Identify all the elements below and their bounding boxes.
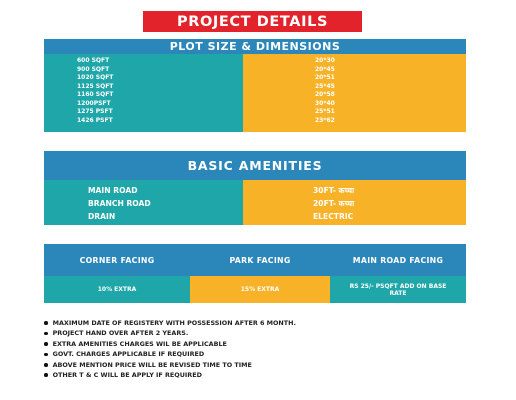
bullet-icon	[44, 373, 48, 377]
corner-facing-value: 10% EXTRA	[44, 276, 190, 303]
note-text: PROJECT HAND OVER AFTER 2 YEARS.	[52, 329, 189, 338]
amenity-value: ELECTRIC	[313, 212, 354, 221]
park-facing-value: 15% EXTRA	[190, 276, 330, 303]
note-text: GOVT. CHARGES APPLICABLE IF REQUIRED	[52, 350, 205, 359]
bullet-icon	[44, 332, 48, 336]
page-title: PROJECT DETAILS	[143, 11, 362, 32]
amenity-value: 30FT- कच्चा	[313, 186, 355, 195]
bullet-icon	[44, 363, 48, 367]
bullet-icon	[44, 321, 48, 325]
plot-dimension: 20*30	[315, 57, 335, 64]
plot-size: 600 SQFT	[77, 57, 110, 64]
plot-size-column	[44, 54, 243, 132]
plot-dimension: 23*62	[315, 116, 335, 124]
main-road-facing-header: MAIN ROAD FACING	[352, 255, 444, 265]
main-road-facing-value: RS 25/- PSQFT ADD ON BASE RATE	[330, 276, 466, 303]
plot-size: 1426 PSFT	[77, 116, 113, 124]
list-item	[44, 349, 484, 359]
list-item	[44, 318, 484, 328]
plot-dimension: 30*40	[315, 99, 335, 107]
plot-size: 900 SQFT	[77, 65, 110, 73]
amenity-value: 20FT- कच्चा	[313, 199, 355, 208]
plot-size-header: PLOT SIZE & DIMENSIONS	[44, 39, 466, 54]
plot-size: 1275 PSFT	[77, 108, 113, 115]
plot-size: 1020 SQFT	[77, 74, 114, 81]
plot-dimension: 25*45	[315, 82, 335, 90]
amenity-name: DRAIN	[88, 212, 116, 221]
plot-size: 1160 SQFT	[77, 91, 114, 98]
list-item	[44, 360, 484, 370]
note-text: MAXIMUM DATE OF REGISTERY WITH POSSESSION AFTER 6 MONTH.	[52, 319, 296, 327]
plot-dimension: 25*51	[315, 108, 335, 115]
amenities-header: BASIC AMENITIES	[44, 151, 466, 180]
amenity-value-column	[243, 180, 466, 225]
amenity-name: MAIN ROAD	[88, 186, 138, 195]
facing-value-row	[44, 276, 466, 303]
amenity-name-column	[44, 180, 243, 225]
terms-list	[44, 318, 484, 380]
park-facing-header: PARK FACING	[229, 255, 291, 265]
corner-facing-header: CORNER FACING	[79, 255, 155, 265]
bullet-icon	[44, 353, 48, 357]
plot-dimension: 20*51	[315, 74, 335, 81]
plot-dimension-column	[243, 54, 466, 132]
note-text: OTHER T & C WILL BE APPLY IF REQUIRED	[52, 370, 202, 379]
list-item	[44, 328, 484, 338]
list-item	[44, 370, 484, 380]
plot-dimension: 20*45	[315, 65, 335, 73]
plot-size: 1125 SQFT	[77, 82, 114, 90]
note-text: EXTRA AMENITIES CHARGES WIL BE APPLICABLE	[52, 339, 227, 348]
amenity-name: BRANCH ROAD	[88, 199, 151, 208]
list-item	[44, 339, 484, 349]
facing-header-row	[44, 244, 466, 276]
note-text: ABOVE MENTION PRICE WILL BE REVISED TIME TO TIME	[52, 360, 252, 369]
bullet-icon	[44, 342, 48, 346]
plot-size: 1200PSFT	[77, 99, 111, 107]
plot-dimension: 20*58	[315, 91, 335, 98]
